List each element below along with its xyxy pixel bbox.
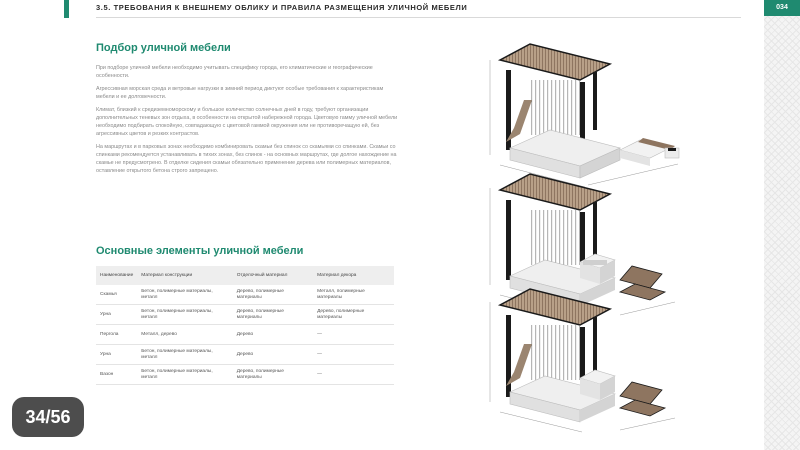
table-cell: Дерево, полимерные материалы [233, 285, 313, 305]
table-cell: Дерево, полимерные материалы [233, 305, 313, 325]
table-cell: Урна [96, 305, 137, 325]
table-cell: Металл, дерево [137, 325, 233, 345]
column-header: Материал конструкции [137, 266, 233, 285]
table-cell: Вазон [96, 365, 137, 385]
paragraph: Агрессивная морская среда и ветровые нагрузки в зимний период диктуют особые требования к характеристикам мебели и ее долговечности. [96, 86, 384, 100]
paragraph: Климат, близкий к средиземноморскому и большое количество солнечных дней в году, требуют организации дополнительных теневых зон отдыха, в особенности на открытой набережной города. Цветовую гамму уличной мебели необходимо подбирать спокойную, совпадающую с цветовой гаммой окружения или не противоречащую ей, без агрессивных цветов и резких контрастов. [96, 107, 398, 137]
header-divider [96, 17, 741, 18]
table-cell: — [313, 345, 394, 365]
section-text [96, 64, 401, 180]
column-header: Наименование [96, 266, 137, 285]
page-counter-badge: 34/56 [12, 397, 84, 437]
table-cell: Дерево, полимерные материалы [233, 365, 313, 385]
paragraph: При подборе уличной мебели необходимо учитывать специфику города, его климатические и географические особенности. [96, 65, 373, 79]
furniture-elements-table [96, 266, 394, 385]
table-cell: Бетон, полимерные материалы, металл [137, 285, 233, 305]
table-cell: Дерево [233, 325, 313, 345]
table-cell: Бетон, полимерные материалы, металл [137, 305, 233, 325]
column-header: Материал декора [313, 266, 394, 285]
table-cell: Урна [96, 345, 137, 365]
table-row [96, 325, 394, 345]
table-cell: Дерево [233, 345, 313, 365]
table-row [96, 345, 394, 365]
table-cell: — [313, 325, 394, 345]
pergola-variant-3 [490, 289, 675, 432]
table-cell: Бетон, полимерные материалы, металл [137, 365, 233, 385]
pergola-variant-1 [490, 44, 679, 187]
accent-bar [64, 0, 69, 18]
table-cell: — [313, 365, 394, 385]
table-cell: Дерево, полимерные материалы [313, 305, 394, 325]
table-cell: Пергола [96, 325, 137, 345]
paragraph: На маршрутах и в парковых зонах необходимо комбинировать скамьи без спинок со скамьями со спинками. Скамьи со спинками рекомендуется устанавливать в тихих зонах, без спинок - на основных маршрутах, где долгое нахождение на скамье не предусмотрено. В отделке сидения скамьи обязательно применение дерева или полимерных материалов, оставление открытого бетона строго запрещено. [96, 144, 397, 174]
left-margin [0, 0, 64, 450]
pergola-illustrations [470, 30, 760, 450]
column-header: Отделочный материал [233, 266, 313, 285]
section-title-selection: Подбор уличной мебели [96, 42, 231, 54]
table-row [96, 365, 394, 385]
table-row [96, 285, 394, 305]
table-cell: Бетон, полимерные материалы, металл [137, 345, 233, 365]
table-header-row [96, 266, 394, 285]
page-number-badge: 034 [764, 0, 800, 16]
table-row [96, 305, 394, 325]
decorative-pattern [764, 16, 800, 450]
section-title-elements: Основные элементы уличной мебели [96, 245, 304, 257]
table-cell: Металл, полимерные материалы [313, 285, 394, 305]
table-cell: Скамья [96, 285, 137, 305]
page-header-title: 3.5. ТРЕБОВАНИЯ К ВНЕШНЕМУ ОБЛИКУ И ПРАВИЛА РАЗМЕЩЕНИЯ УЛИЧНОЙ МЕБЕЛИ [96, 3, 468, 12]
